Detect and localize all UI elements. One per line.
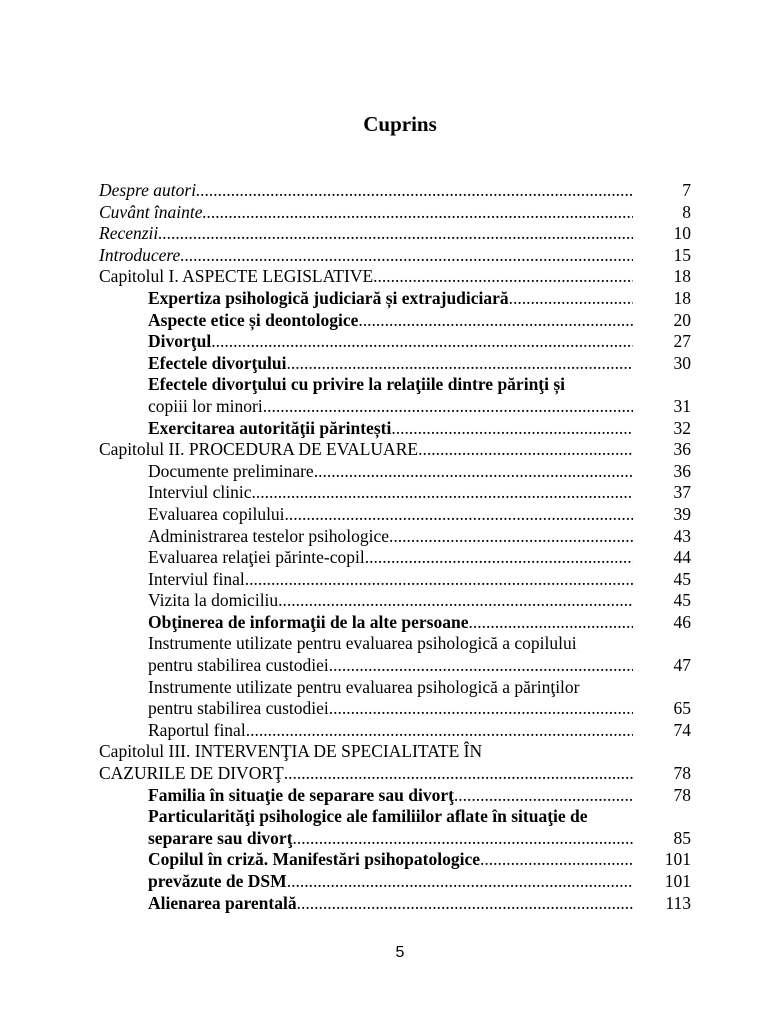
- toc-entry-page: 32: [673, 417, 691, 438]
- toc-entry-title-line1: Particularităţi psihologice ale familiilor aflate în situaţie de: [148, 806, 588, 827]
- toc-entry-page: 101: [664, 849, 691, 870]
- toc-entry-title-line2: separare sau divorţ: [148, 827, 293, 848]
- leader-dots: [389, 526, 633, 548]
- leader-dots: [365, 547, 633, 569]
- toc-entry[interactable]: [99, 374, 691, 417]
- leader-dots: [391, 418, 633, 440]
- toc-entry[interactable]: [99, 893, 691, 915]
- toc-entry-title-line2: pentru stabilirea custodiei: [148, 655, 329, 676]
- toc-entry[interactable]: [99, 482, 691, 504]
- toc-entry-page: 101: [664, 871, 691, 891]
- toc-entry-title: Copilul în criză. Manifestări psihopatologice: [148, 849, 481, 870]
- toc-entry-title-line1: Efectele divorţului cu privire la relaţiile dintre părinţi și: [148, 374, 566, 395]
- toc-entry-title: Divorţul: [148, 331, 212, 352]
- toc-entry-title: Cuvânt înainte: [99, 201, 203, 222]
- toc-chapter[interactable]: [99, 439, 691, 461]
- toc-entry-page: 18: [673, 287, 691, 308]
- toc-entry-page: 10: [673, 223, 691, 244]
- toc-entry-title: prevăzute de DSM: [148, 871, 287, 891]
- leader-dots: [278, 590, 633, 612]
- toc-entry-page: 27: [673, 331, 691, 352]
- toc-entry-page: 78: [673, 784, 691, 805]
- leader-dots: [293, 828, 633, 850]
- toc-entry[interactable]: [99, 633, 691, 676]
- toc-entry-title: Documente preliminare: [148, 460, 314, 481]
- toc-entry-page: 18: [673, 266, 691, 287]
- toc-entry[interactable]: [99, 331, 691, 353]
- toc-entry[interactable]: [99, 871, 691, 893]
- toc-entry[interactable]: [99, 223, 691, 245]
- table-of-contents: [99, 180, 691, 914]
- leader-dots: [246, 720, 633, 742]
- leader-dots: [180, 245, 633, 267]
- leader-dots: [373, 266, 633, 288]
- leader-dots: [287, 353, 633, 375]
- leader-dots: [454, 785, 633, 807]
- leader-dots: [196, 180, 633, 202]
- toc-entry[interactable]: [99, 310, 691, 332]
- toc-entry-page: 31: [673, 395, 691, 416]
- toc-entry-title: Expertiza psihologică judiciară și extrajudiciară: [148, 287, 509, 308]
- toc-entry-title: Evaluarea relaţiei părinte-copil: [148, 547, 365, 568]
- toc-entry[interactable]: [99, 461, 691, 483]
- toc-entry-title: Obţinerea de informaţii de la alte persoane: [148, 611, 469, 632]
- leader-dots: [358, 310, 633, 332]
- toc-entry[interactable]: [99, 590, 691, 612]
- toc-entry[interactable]: [99, 180, 691, 202]
- toc-entry-title: Interviul final: [148, 568, 245, 589]
- toc-entry[interactable]: [99, 612, 691, 634]
- toc-entry-page: 39: [673, 503, 691, 524]
- toc-entry-page: 85: [673, 827, 691, 848]
- toc-entry-title: Interviul clinic: [148, 482, 252, 503]
- leader-dots: [480, 849, 633, 871]
- toc-entry-page: 47: [673, 655, 691, 676]
- toc-entry-title: Aspecte etice și deontologice: [148, 309, 359, 330]
- leader-dots: [263, 396, 633, 418]
- leader-dots: [329, 655, 633, 677]
- toc-entry-title-line1: Instrumente utilizate pentru evaluarea psihologică a copilului: [148, 633, 577, 654]
- toc-entry-title-line2: pentru stabilirea custodiei: [148, 698, 329, 719]
- toc-entry-page: 46: [673, 611, 691, 632]
- leader-dots: [297, 893, 633, 915]
- toc-entry-page: 43: [673, 525, 691, 546]
- toc-entry-page: 45: [673, 568, 691, 589]
- toc-entry-title-line2: CAZURILE DE DIVORŢ: [99, 763, 284, 784]
- page-title: Cuprins: [363, 112, 437, 136]
- toc-entry[interactable]: [99, 504, 691, 526]
- toc-entry-page: 36: [673, 439, 691, 460]
- toc-entry-page: 7: [682, 180, 691, 200]
- toc-entry[interactable]: [99, 245, 691, 267]
- leader-dots: [468, 612, 633, 634]
- toc-entry-title: Capitolul II. PROCEDURA DE EVALUARE: [99, 439, 419, 460]
- toc-entry-title-line1: Capitolul III. INTERVENŢIA DE SPECIALITATE ÎN: [99, 741, 483, 762]
- toc-entry-title: Vizita la domiciliu: [148, 590, 279, 611]
- toc-entry[interactable]: [99, 547, 691, 569]
- toc-entry-title-line1: Instrumente utilizate pentru evaluarea psihologică a părinţilor: [148, 676, 580, 697]
- leader-dots: [203, 202, 633, 224]
- toc-entry-page: 45: [673, 590, 691, 611]
- toc-entry[interactable]: [99, 849, 691, 871]
- leader-dots: [329, 698, 633, 720]
- toc-entry-page: 78: [673, 763, 691, 784]
- toc-entry-title: Familia în situaţie de separare sau divorţ: [148, 784, 454, 805]
- toc-entry-title: Exercitarea autorităţii părintești: [148, 417, 392, 438]
- toc-entry[interactable]: [99, 677, 691, 720]
- toc-entry-page: 8: [682, 201, 691, 222]
- toc-entry[interactable]: [99, 806, 691, 849]
- toc-entry[interactable]: [99, 202, 691, 224]
- toc-entry[interactable]: [99, 785, 691, 807]
- toc-entry[interactable]: [99, 418, 691, 440]
- leader-dots: [314, 461, 633, 483]
- toc-entry-title: Administrarea testelor psihologice: [148, 525, 390, 546]
- toc-entry[interactable]: [99, 288, 691, 310]
- leader-dots: [211, 331, 633, 353]
- toc-entry-page: 20: [673, 309, 691, 330]
- toc-entry-title-line2: copiii lor minori: [148, 395, 263, 416]
- toc-entry-page: 37: [673, 482, 691, 503]
- toc-entry-title: Evaluarea copilului: [148, 503, 285, 524]
- leader-dots: [252, 482, 633, 504]
- toc-entry[interactable]: [99, 526, 691, 548]
- toc-entry-title: Capitolul I. ASPECTE LEGISLATIVE: [99, 266, 374, 287]
- toc-entry-title: Raportul final: [148, 719, 246, 740]
- leader-dots: [287, 871, 633, 893]
- toc-entry-page: 30: [673, 352, 691, 373]
- toc-entry-page: 36: [673, 460, 691, 481]
- leader-dots: [509, 288, 633, 310]
- toc-entry-page: 65: [673, 698, 691, 719]
- leader-dots: [284, 763, 633, 785]
- toc-entry-page: 15: [673, 244, 691, 265]
- leader-dots: [245, 569, 633, 591]
- toc-entry-title: Recenzii: [99, 223, 159, 244]
- toc-chapter[interactable]: [99, 266, 691, 288]
- toc-entry-title: Despre autori: [99, 180, 197, 200]
- leader-dots: [418, 439, 633, 461]
- leader-dots: [158, 223, 633, 245]
- toc-entry-page: 44: [673, 547, 691, 568]
- toc-entry[interactable]: [99, 720, 691, 742]
- toc-entry-title: Alienarea parentală: [148, 892, 297, 913]
- toc-entry-title: Introducere: [99, 244, 181, 265]
- toc-entry-page: 74: [673, 719, 691, 740]
- toc-entry[interactable]: [99, 353, 691, 375]
- toc-chapter[interactable]: [99, 741, 691, 784]
- toc-entry-page: 113: [665, 892, 691, 913]
- toc-entry[interactable]: [99, 569, 691, 591]
- leader-dots: [285, 504, 633, 526]
- page-number: 5: [395, 944, 405, 961]
- toc-entry-title: Efectele divorţului: [148, 352, 287, 373]
